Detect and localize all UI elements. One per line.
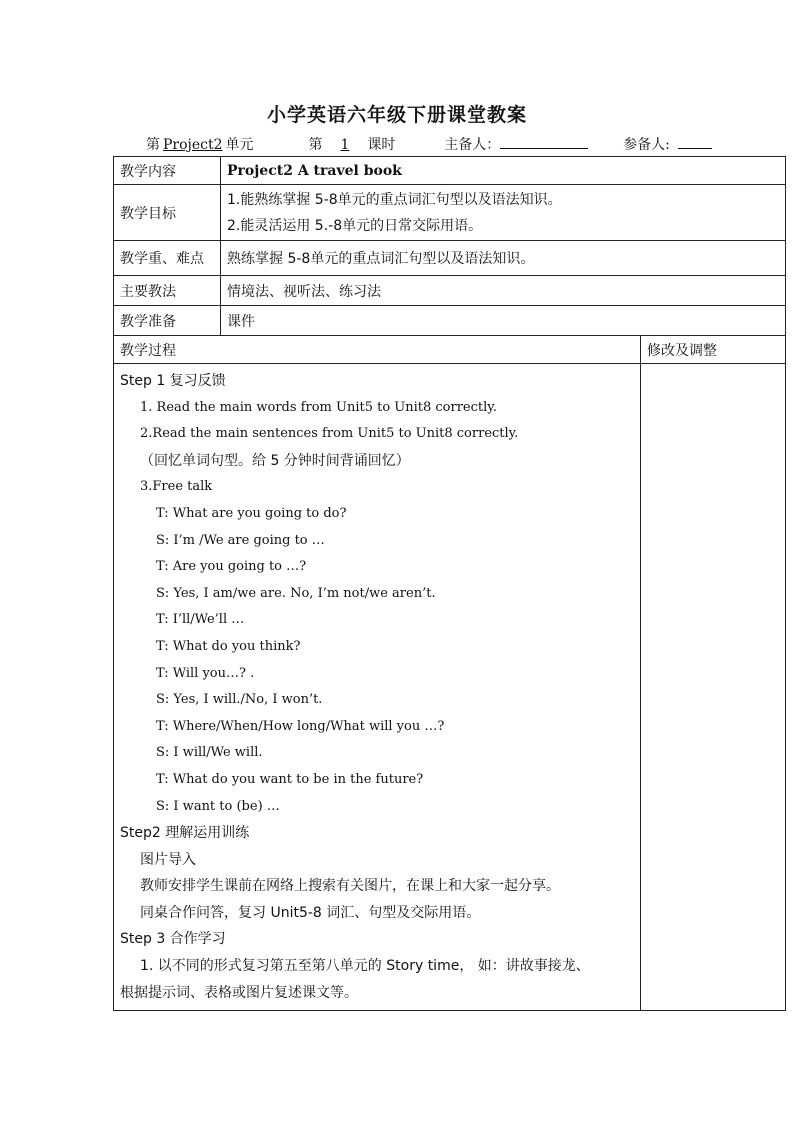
process-line: （回忆单词句型。给 5 分钟时间背诵回忆）	[140, 452, 410, 469]
process-line: 同桌合作问答，复习 Unit5-8 词汇、句型及交际用语。	[140, 904, 481, 921]
process-line: 1. Read the main words from Unit5 to Unit8 correctly.	[140, 399, 498, 415]
process-content	[114, 364, 641, 1011]
unit-suffix: 单元	[225, 137, 254, 153]
unit-value: Project2	[163, 137, 223, 153]
process-line: T: What do you want to be in the future?	[156, 771, 424, 787]
label-methods: 主要教法	[114, 276, 221, 306]
process-line: 根据提示词、表格或图片复述课文等。	[120, 984, 358, 1001]
process-line: S: I’m /We are going to …	[156, 532, 325, 548]
participant-label: 参备人:	[623, 137, 670, 153]
process-line: T: Where/When/How long/What will you …?	[156, 718, 445, 734]
lesson-prefix: 第	[308, 137, 323, 153]
process-line: 1. 以不同的形式复习第五至第八单元的 Story time， 如：讲故事接龙、	[140, 958, 590, 975]
row-goals	[114, 185, 786, 241]
process-line: T: I’ll/We’ll …	[156, 612, 245, 628]
process-line: 3.Free talk	[140, 479, 213, 495]
label-key-points: 教学重、难点	[114, 241, 221, 276]
process-line: T: Are you going to …?	[156, 559, 307, 575]
process-line: 教师安排学生课前在网络上搜索有关图片，在课上和大家一起分享。	[140, 878, 560, 895]
process-line: T: What do you think?	[156, 638, 301, 654]
goal-line-1: 1.能熟练掌握 5-8单元的重点词汇句型以及语法知识。	[227, 191, 562, 208]
row-content	[114, 157, 786, 185]
process-line: S: Yes, I am/we are. No, I’m not/we aren’t.	[156, 585, 436, 601]
process-line: S: I will/We will.	[156, 745, 263, 761]
unit-prefix: 第	[146, 137, 160, 153]
row-process-header	[114, 336, 786, 364]
lesson-suffix: 课时	[367, 137, 396, 153]
value-goals	[221, 185, 786, 241]
label-preparation: 教学准备	[114, 306, 221, 336]
preparer-label: 主备人：	[444, 137, 501, 153]
participant-blank	[678, 136, 712, 149]
process-line: T: What are you going to do?	[156, 505, 347, 521]
row-process-body	[114, 364, 786, 1011]
process-line: Step 1 复习反馈	[120, 373, 226, 389]
lesson-value: 1	[340, 137, 350, 153]
process-line: Step2 理解运用训练	[120, 825, 250, 842]
process-line: 2.Read the main sentences from Unit5 to Unit8 correctly.	[140, 426, 519, 442]
process-line: T: Will you…? .	[156, 665, 255, 681]
row-key-points	[114, 241, 786, 276]
label-process: 教学过程	[114, 336, 641, 364]
lesson-plan-table	[113, 156, 786, 1011]
value-methods: 情境法、视听法、练习法	[221, 276, 786, 306]
preparer-blank	[500, 136, 588, 149]
process-line: S: I want to (be) …	[156, 798, 280, 814]
process-line: S: Yes, I will./No, I won’t.	[156, 692, 323, 708]
lesson-meta-line	[146, 134, 712, 154]
value-content: Project2 A travel book	[221, 157, 786, 185]
label-content: 教学内容	[114, 157, 221, 185]
row-preparation	[114, 306, 786, 336]
label-goals: 教学目标	[114, 185, 221, 241]
process-line: Step 3 合作学习	[120, 931, 226, 948]
value-preparation: 课件	[221, 306, 786, 336]
process-line: 图片导入	[140, 851, 196, 868]
value-key-points: 熟练掌握 5-8单元的重点词汇句型以及语法知识。	[221, 241, 786, 276]
notes-column	[641, 364, 786, 1011]
row-methods	[114, 276, 786, 306]
goal-line-2: 2.能灵活运用 5.-8单元的日常交际用语。	[227, 217, 483, 234]
label-notes: 修改及调整	[641, 336, 786, 364]
page-title: 小学英语六年级下册课堂教案	[266, 104, 527, 126]
